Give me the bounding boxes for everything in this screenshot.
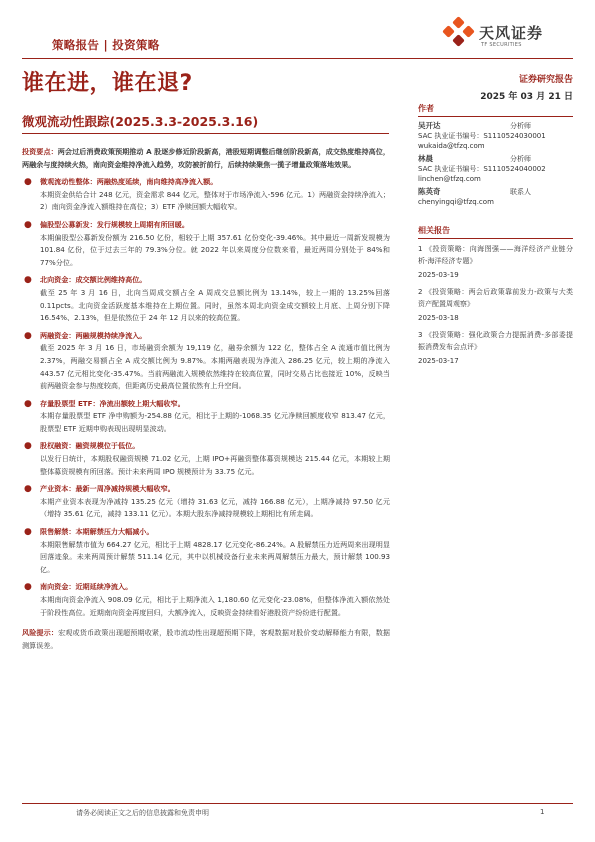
bullet-icon: ● <box>24 219 32 230</box>
author-card <box>418 187 573 207</box>
related-report-item[interactable] <box>418 329 573 366</box>
section-text: 本期偏股型公募新发份额为 216.50 亿份，相较于上期 357.61 亿份变化-39.46%。其中最近一周新发规模为 101.84 亿份，位于过去三年的 79.3%分位。就 2022 年以来周度分位数来看，最近两周分别处于 84%和 77%分位。 <box>40 232 390 267</box>
bullet-icon: ● <box>24 582 32 593</box>
page-number: 1 <box>540 808 545 816</box>
risk-text: 宏观或货币政策出现超预期收紧，股市流动性出现超预期下降，客观数据对股价变动解释能力有限，数据测算误差。 <box>22 628 390 650</box>
related-report-item[interactable] <box>418 286 573 323</box>
section-heading: 限售解禁：本期解禁压力大幅减小。 <box>40 527 154 537</box>
risk-lead: 风险提示： <box>22 628 59 638</box>
author-email[interactable]: wukaida@tfzq.com <box>418 142 485 150</box>
tf-logo-icon <box>441 16 477 52</box>
author-cert: SAC 执业证书编号：S1110524040002 <box>418 165 546 173</box>
authors-panel <box>418 104 573 210</box>
section-heading: 偏股型公募新发：发行规模较上周期有所回暖。 <box>40 219 189 229</box>
report-date: 2025 年 03 月 21 日 <box>480 92 573 102</box>
related-report-date: 2025-03-18 <box>418 314 459 322</box>
section-heading: 存量股票型 ETF：净流出额较上期大幅收窄。 <box>40 398 185 408</box>
logo-text-en: TF SECURITIES <box>481 42 522 48</box>
bullet-icon: ● <box>24 441 32 452</box>
author-card <box>418 154 573 184</box>
page-title: 谁在进，谁在退? <box>22 71 193 96</box>
section-heading: 微观流动性整体：两融热度延续，南向维持高净流入额。 <box>40 177 218 187</box>
risk-warning <box>22 627 390 652</box>
section-text: 截至 25 年 3 月 16 日，北向当周成交额占全 A 周成交总额比例为 13.14%，较上一期的 13.25%回落 0.11pcts。北向资金活跃度基本维持在上期位置。同时，虽然本周北向资金成交额较上月底、上周分别下降 16.54%、2.13%，但是依然位于 24 年 12 月以来的较高位置。 <box>40 287 390 323</box>
section-equity-financing <box>22 440 390 478</box>
section-text: 截至 2025 年 3 月 16 日，市场融资余额为 19,119 亿，融券余额为 122 亿，整体占全 A 流通市值比例为 2.37%，两融交易额占全 A 成交额比例为 9.87%。本期两融表现为净流入 286.25 亿元，较上期的净流入 443.57 亿元相比变化-35.47%。当前两融流入规模依然维持在较高位置，同时交易占比也接近 10%，反映当前两融资金参与热度较高，但距离历史最高位置依然有上升空间。 <box>40 343 391 391</box>
author-role: 分析师 <box>510 122 531 130</box>
main-body <box>22 146 390 652</box>
related-report-date: 2025-03-17 <box>418 357 459 365</box>
section-southbound <box>22 581 390 619</box>
author-role: 联系人 <box>510 188 531 196</box>
section-industrial-capital <box>22 483 390 521</box>
company-logo <box>441 16 551 56</box>
related-heading: 相关报告 <box>418 226 573 239</box>
section-text: 本期存量股票型 ETF 净申购额为-254.88 亿元，相比于上期的-1068.35 亿元净赎回额度收窄 813.47 亿元，股票型 ETF 近期申购表现出现明显波动。 <box>40 411 390 433</box>
related-report-title[interactable]: 1 《投资策略：向海图强——海洋经济产业链分析-海洋经济专题》 <box>418 245 573 265</box>
page-subtitle: 微观流动性跟踪(2025.3.3-2025.3.16) <box>22 114 259 129</box>
related-reports-panel <box>418 226 573 372</box>
related-report-title[interactable]: 3 《投资策略：强化政策合力提振消费-多部委提振消费发布会点评》 <box>418 331 573 351</box>
investment-summary <box>22 146 390 171</box>
section-text: 本期资金供给合计 248 亿元，资金需求 844 亿元，整体对于市场净流入-596 亿元。1）两融资金持续净流入；2）南向资金净流入额维持在高位；3）ETF 净赎回额大幅收窄。 <box>40 189 390 212</box>
report-category: 策略报告 | 投资策略 <box>52 38 160 52</box>
section-lockup-expiry <box>22 526 390 576</box>
footer-divider <box>22 803 573 804</box>
section-heading: 北向资金：成交额比例维持高位。 <box>40 275 147 285</box>
section-public-funds <box>22 219 390 269</box>
author-email[interactable]: chenyingqi@tfzq.com <box>418 198 494 206</box>
related-report-title[interactable]: 2 《投资策略：两会后政策靠前发力-政策与大类资产配置周观察》 <box>418 288 573 308</box>
bullet-icon: ● <box>24 330 32 341</box>
author-email[interactable]: linchen@tfzq.com <box>418 175 481 183</box>
section-overall <box>22 176 390 214</box>
logo-text-cn: 天风证券 <box>479 24 544 42</box>
section-etf <box>22 398 390 436</box>
section-northbound <box>22 274 390 324</box>
author-role: 分析师 <box>510 155 531 163</box>
summary-text: 两会过后消费政策预期推动 A 股逐步修近阶段新高，港股短期调整后继创阶段新高，成交热度维持高位，两融余与度持续火热，南向资金维持净流入趋势，攻防被折前行，后续持续聚焦一揽子增量政策落地效果。 <box>22 147 391 169</box>
section-heading: 两融资金：两融规模持续净流入。 <box>40 330 147 340</box>
related-report-date: 2025-03-19 <box>418 271 459 279</box>
author-name: 林晨 <box>418 154 433 163</box>
bullet-icon: ● <box>24 398 32 409</box>
section-margin <box>22 330 390 393</box>
section-text: 本期产业资本表现为净减持 135.25 亿元（增持 31.63 亿元，减持 166.88 亿元），上期净减持 97.50 亿元（增持 35.61 亿元，减持 133.11 亿元）。本期大股东净减持规模较上期相比有所走阔。 <box>40 496 390 519</box>
bullet-icon: ● <box>24 484 32 495</box>
author-cert: SAC 执业证书编号：S1110524030001 <box>418 132 546 140</box>
related-report-item[interactable] <box>418 243 573 280</box>
section-heading: 产业资本：最新一周净减持规模大幅收窄。 <box>40 484 175 494</box>
section-text: 本期限售解禁市值为 664.27 亿元，相比于上期 4828.17 亿元变化-86.24%。A 股解禁压力近两周来出现明显回落迹象。未来两周预计解禁 511.14 亿元，其中以机械设备行业未来两周解禁压力最大，预计解禁 100.93 亿。 <box>40 539 390 574</box>
header-divider <box>22 58 573 59</box>
section-heading: 南向资金：近期延续净流入。 <box>40 582 133 592</box>
footer-disclaimer: 请务必阅读正文之后的信息披露和免责申明 <box>76 809 209 817</box>
bullet-icon: ● <box>24 275 32 286</box>
section-text: 本期南向资金净流入 908.09 亿元，相比于上期净流入 1,180.60 亿元变化-23.08%，但整体净流入额依然处于阶段性高位。近期南向资金再度回归，大额净流入，反映资金持续看好港股资产纷纷进行配置。 <box>40 595 390 617</box>
author-name: 陈英奇 <box>418 187 441 196</box>
author-name: 吴开达 <box>418 121 441 130</box>
author-card <box>418 121 573 151</box>
subtitle-divider <box>22 133 389 134</box>
section-heading: 股权融资：融资规模位于低位。 <box>40 441 140 451</box>
bullet-icon: ● <box>24 527 32 538</box>
bullet-icon: ● <box>24 177 32 188</box>
section-text: 以发行日统计，本期股权融资规模 71.02 亿元，上期 IPO+再融资整体募资规模达 215.44 亿元，本期较上期整体募资规模有所回落。预计未来两周 IPO 规模预计为 33.75 亿元。 <box>40 454 390 476</box>
authors-heading: 作者 <box>418 104 573 117</box>
report-type: 证券研究报告 <box>518 75 573 85</box>
summary-lead: 投资要点： <box>22 147 58 156</box>
